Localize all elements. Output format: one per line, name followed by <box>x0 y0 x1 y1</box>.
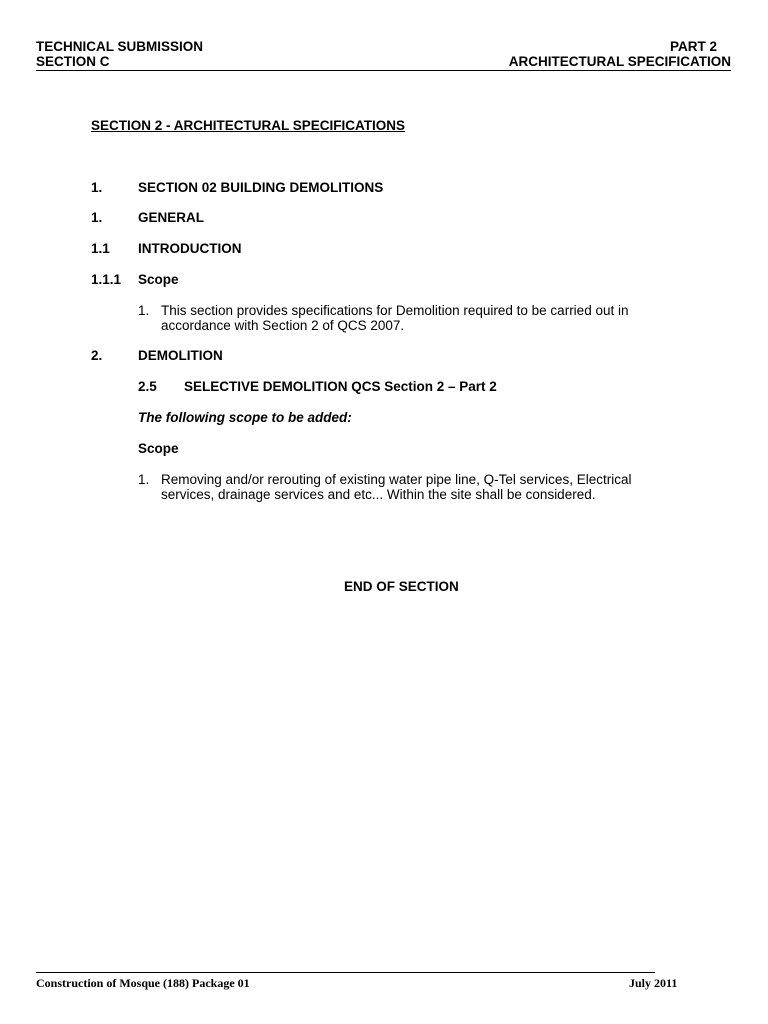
page-title: SECTION 2 - ARCHITECTURAL SPECIFICATIONS <box>91 118 406 133</box>
scope-item-number: 1. <box>138 303 150 318</box>
demolition-heading: DEMOLITION <box>138 348 223 363</box>
selective-heading: SELECTIVE DEMOLITION QCS Section 2 – Part 2 <box>184 379 497 394</box>
intro-number: 1.1 <box>91 241 110 256</box>
general-number: 1. <box>91 210 103 225</box>
footer-date: July 2011 <box>629 976 678 990</box>
scope2-item-number: 1. <box>138 472 150 487</box>
end-of-section: END OF SECTION <box>344 579 459 594</box>
footer-rule <box>36 972 655 973</box>
section-number: 1. <box>91 180 103 195</box>
scope2-heading: Scope <box>138 441 179 456</box>
demolition-number: 2. <box>91 348 103 363</box>
section-heading: SECTION 02 BUILDING DEMOLITIONS <box>138 180 384 195</box>
scope-item-line2: accordance with Section 2 of QCS 2007. <box>161 318 405 333</box>
scope2-item-line2: services, drainage services and etc... Within the site shall be considered. <box>161 487 596 502</box>
header-rule <box>36 70 731 71</box>
general-heading: GENERAL <box>138 210 205 225</box>
scope-heading: Scope <box>138 272 179 287</box>
scope2-item-line1: Removing and/or rerouting of existing water pipe line, Q-Tel services, Electrical <box>161 472 632 487</box>
scope-number: 1.1.1 <box>91 272 122 287</box>
header-spec-title: ARCHITECTURAL SPECIFICATION <box>508 54 731 69</box>
footer-project: Construction of Mosque (188) Package 01 <box>36 976 250 990</box>
intro-heading: INTRODUCTION <box>138 241 242 256</box>
header-part: PART 2 <box>669 39 717 54</box>
added-scope-note: The following scope to be added: <box>138 410 352 425</box>
header-section: SECTION C <box>36 54 110 69</box>
selective-number: 2.5 <box>138 379 157 394</box>
header-doc-type: TECHNICAL SUBMISSION <box>36 39 204 54</box>
scope-item-line1: This section provides specifications for Demolition required to be carried out in <box>161 303 629 318</box>
